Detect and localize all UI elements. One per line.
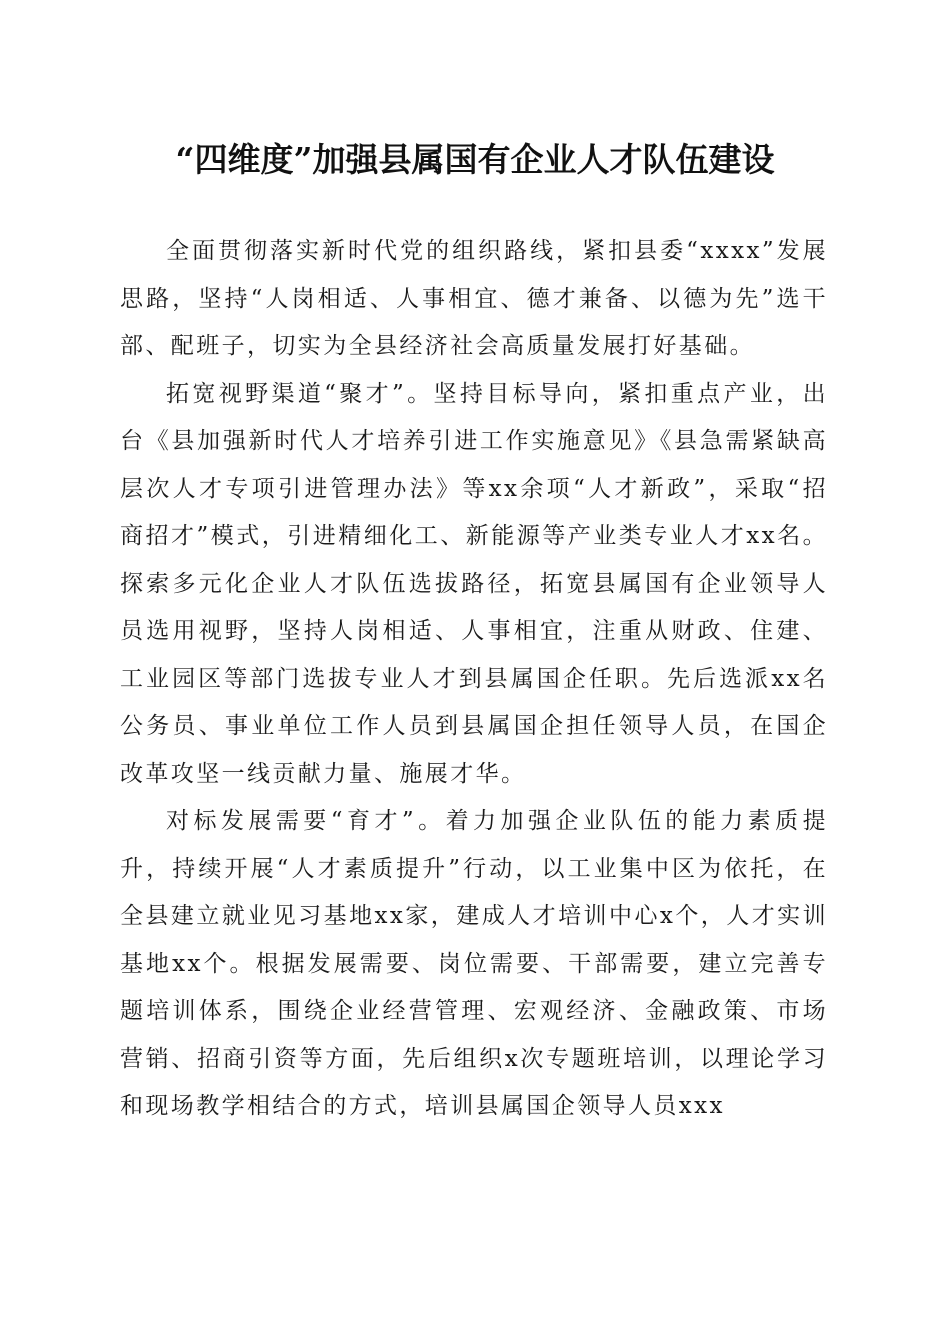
paragraph-intro: 全面贯彻落实新时代党的组织路线，紧扣县委“xxxx”发展思路，坚持“人岗相适、人事相宜、德才兼备、以德为先”选干部、配班子，切实为全县经济社会高质量发展打好基础。: [120, 238, 828, 359]
document-title: “四维度”加强县属国有企业人才队伍建设: [175, 140, 775, 179]
paragraph-recruit-talent: 拓宽视野渠道“聚才”。坚持目标导向，紧扣重点产业，出台《县加强新时代人才培养引进工作实施意见》《县急需紧缺高层次人才专项引进管理办法》等xx余项“人才新政”，采取“招商招才”模式，引进精细化工、新能源等产业类专业人才xx名。探索多元化企业人才队伍选拔路径，拓宽县属国有企业领导人员选用视野，坚持人岗相适、人事相宜，注重从财政、住建、工业园区等部门选拔专业人才到县属国企任职。先后选派xx名公务员、事业单位工作人员到县属国企担任领导人员，在国企改革攻坚一线贡献力量、施展才华。: [120, 380, 828, 787]
paragraph-cultivate-talent: 对标发展需要“育才”。着力加强企业队伍的能力素质提升，持续开展“人才素质提升”行动，以工业集中区为依托，在全县建立就业见习基地xx家，建成人才培训中心x个，人才实训基地xx个。根据发展需要、岗位需要、干部需要，建立完善专题培训体系，围绕企业经营管理、宏观经济、金融政策、市场营销、招商引资等方面，先后组织x次专题班培训，以理论学习和现场教学相结合的方式，培训县属国企领导人员xxx: [120, 808, 828, 1119]
document-body: [120, 228, 828, 1131]
